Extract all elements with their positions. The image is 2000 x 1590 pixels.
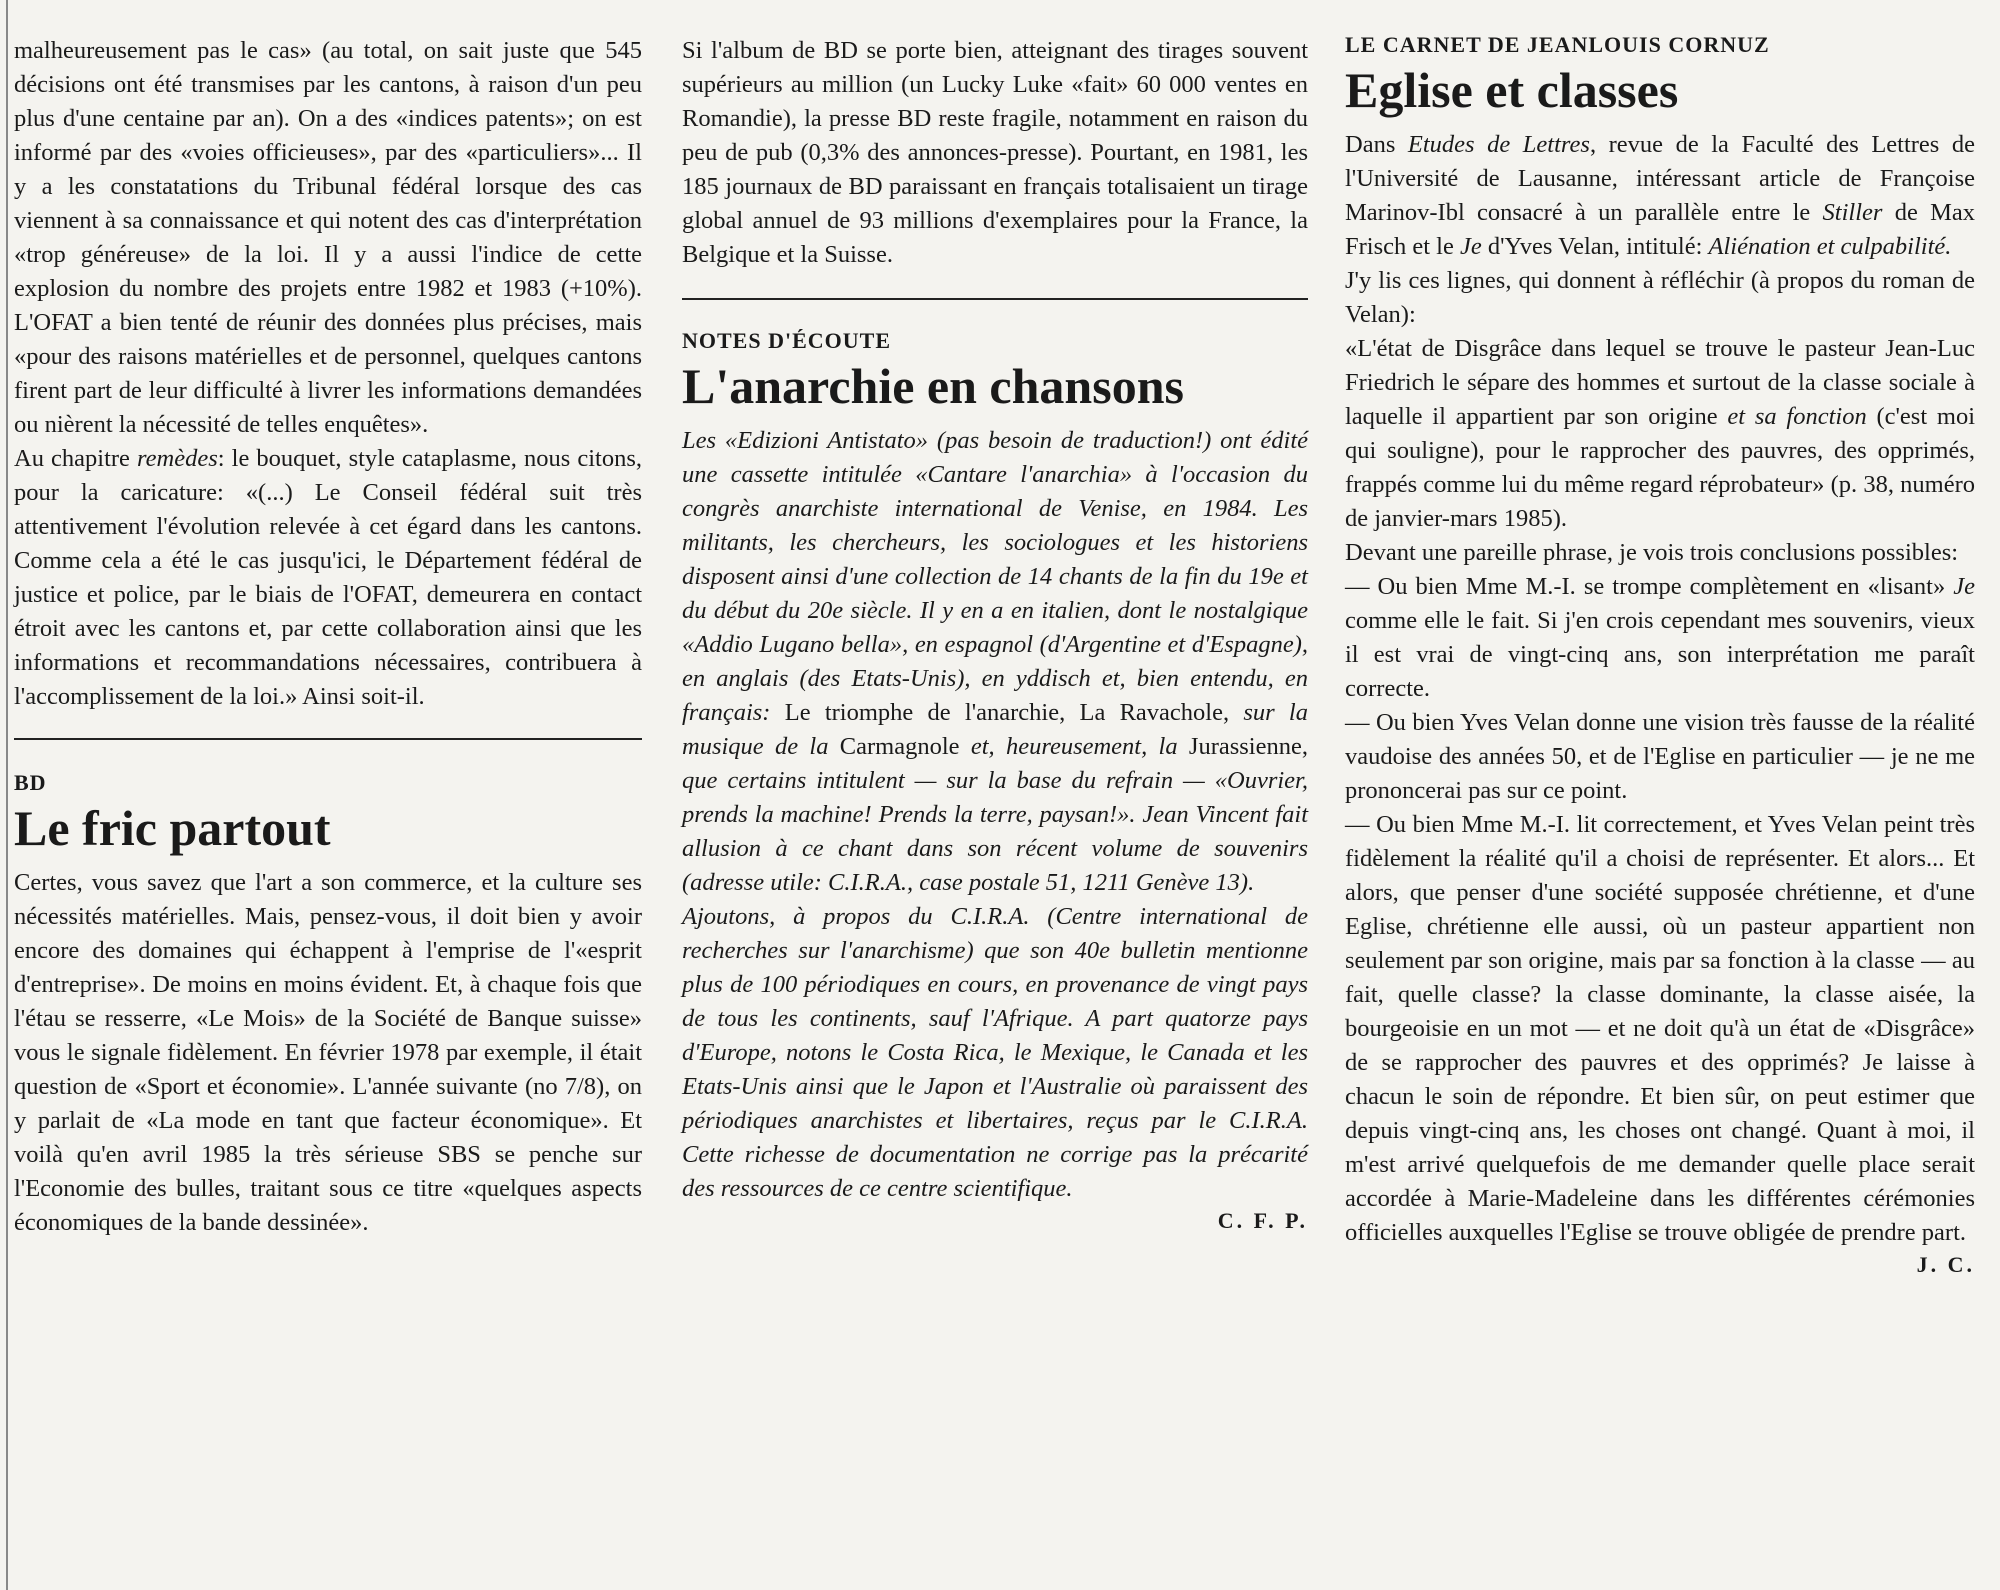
col3-paragraph-4: Devant une pareille phrase, je vois trois conclusions possibles: xyxy=(1345,539,1959,566)
col3-p5-a: — Ou bien Mme M.-I. se trompe complètement en «lisant» xyxy=(1345,573,1954,600)
article-title: Eglise et classes xyxy=(1345,62,1679,118)
col1-paragraph-2 xyxy=(14,442,642,714)
col1-p2-lead: Au chapitre xyxy=(14,445,138,472)
col3-p1-b: Etudes de Lettres xyxy=(1407,131,1590,158)
col3-paragraph-7: — Ou bien Mme M.-I. lit correctement, et Yves Velan peint très fidèlement la réalité qu'il a choisi de représenter. Et alors... Et alors, que penser d'une société supposée chrétienne, et d'une Eglise, chrétienne elle aussi, où un pasteur appartient non seulement par son origine, mais par sa fonction à la classe — au fait, quelle classe? la classe dominante, la classe aisée, la bourgeoisie en un mot — et ne doit qu'à un état de «Disgrâce» de se rapprocher des pauvres et des opprimés? Je laisse à chacun le soin de répondre. Et bien sûr, on peut estimer que depuis vingt-cinq ans, les choses ont changé. Quant à moi, il m'est arrivé quelquefois de me demander quelle place serait accordée à Marie-Madeleine dans les différentes cérémonies officielles auxquelles l'Eglise se trouve obligée de prendre part. xyxy=(1345,811,1975,1246)
col3-p3-a: «L'état de Disgrâce dans lequel se trouve le pasteur Jean-Luc Friedrich le sépare des hommes et surtout de la classe sociale à laquelle il appartient par son origine xyxy=(1345,335,1975,430)
col3-paragraph-1 xyxy=(1345,128,1975,264)
col3-p5-b: Je xyxy=(1953,573,1975,600)
col2-p1-f: Jurassienne, xyxy=(1177,733,1308,760)
col2-paragraph-2: Ajoutons, à propos du C.I.R.A. (Centre international de recherches sur l'anarchisme) que son 40e bulletin mentionne plus de 100 périodiques en cours, en provenance de vingt pays de tous les continents, sauf l'Afrique. A part quatorze pays d'Europe, notons le Costa Rica, le Mexique, le Canada et les Etats-Unis ainsi que le Japon et l'Australie où paraissent des périodiques anarchistes et libertaires, reçus par le C.I.R.A. Cette richesse de documentation ne corrige pas la précarité des ressources de ce centre scientifique. xyxy=(682,903,1308,1202)
section-divider xyxy=(682,298,1308,300)
left-margin-rule xyxy=(6,0,8,1590)
article-kicker: NOTES D'ÉCOUTE xyxy=(682,328,891,353)
col1-p2-colon: : xyxy=(217,445,232,472)
column-3 xyxy=(1345,30,1975,1280)
col3-p5-c: comme elle le fait. Si j'en crois cependant mes souvenirs, vieux il est vrai de vingt-cinq ans, son interprétation me paraît correcte. xyxy=(1345,607,1975,702)
col2-p1-d: Carmagnole xyxy=(828,733,971,760)
col2-paragraph-1 xyxy=(682,424,1308,900)
article-title: L'anarchie en chansons xyxy=(682,358,1184,414)
col1-paragraph-1: malheureusement pas le cas» (au total, on sait juste que 545 décisions ont été transmises par les cantons, à raison d'un peu plus d'une centaine par an). On a des «indices patents»; on est informé par des «voies officieuses», par des «particuliers»... Il y a les constatations du Tribunal fédéral lorsque des cas viennent à sa connaissance et qui notent des cas d'interprétation «trop généreuse» de la loi. Il y a aussi l'indice de cette explosion du nombre des projets entre 1982 et 1983 (+10%). L'OFAT a bien tenté de réunir des données plus précises, mais «pour des raisons matérielles et de personnel, quelques cantons firent part de leur difficulté à livrer les informations demandées ou nièrent la nécessité de telles enquêtes». xyxy=(14,37,642,438)
col2-p1-g: que certains intitulent — sur la base du refrain — «Ouvrier, prends la machine! Prends la terre, paysan!». Jean Vincent fait allusion à ce chant dans son récent volume de souvenirs (adresse utile: C.I.R.A., case postale 51, 1211 Genève 13). xyxy=(682,767,1308,896)
col3-p1-f: Je xyxy=(1460,233,1482,260)
col3-p1-e: de Max Frisch et le xyxy=(1345,199,1975,260)
col3-p1-c: , revue de la Faculté des Lettres de l'Université de Lausanne, intéressant article de Françoise Marinov-Ibl consacré à un parallèle entre le xyxy=(1345,131,1976,226)
col3-p3-b: et sa fonction xyxy=(1727,403,1867,430)
author-signature: J. C. xyxy=(1916,1252,1975,1277)
col2-p1-a: Les «Edizioni Antistato» (pas besoin de traduction!) ont édité une cassette intitulée «Cantare l'anarchia» à l'occasion du congrès anarchiste international de Venise, en 1984. Les militants, les chercheurs, les sociologues et les historiens disposent ainsi d'une collection de 14 chants de la fin du 19e et du début du 20e siècle. Il y en a en italien, dont le nostalgique «Addio Lugano bella», en espagnol (d'Argentine et d'Espagne), en anglais (des Etats-Unis), en yddisch et, bien entendu, en français: xyxy=(682,427,1308,726)
col1-p2-body: le bouquet, style cataplasme, nous citons, pour la caricature: «(...) Le Conseil fédéral suit très attentivement l'évolution relevée à cet égard dans les cantons. Comme cela a été le cas jusqu'ici, le Département fédéral de justice et police, par le biais de l'OFAT, demeurera en contact étroit avec les cantons et, par cette collaboration ainsi que les informations et recommandations nécessaires, contribuera à l'accomplissement de la loi.» Ainsi soit-il. xyxy=(14,445,642,710)
col3-paragraph-5 xyxy=(1345,570,1975,706)
column-2 xyxy=(682,34,1308,1236)
col2-p1-c: sur la musique de la xyxy=(682,699,1308,760)
col3-p1-a: Dans xyxy=(1345,131,1408,158)
article-title: Le fric partout xyxy=(14,800,331,856)
col2-p1-b: Le triomphe de l'anarchie, La Ravachole, xyxy=(770,699,1244,726)
col2-intro: Si l'album de BD se porte bien, atteignant des tirages souvent supérieurs au million (un Lucky Luke «fait» 60 000 ventes en Romandie), la presse BD reste fragile, notamment en raison du peu de pub (0,3% des annonces-presse). Pourtant, en 1981, les 185 journaux de BD paraissant en français totalisaient un tirage global annuel de 93 millions d'exemplaires pour la France, la Belgique et la Suisse. xyxy=(682,37,1308,268)
col1-p2-italic: remèdes xyxy=(137,445,218,472)
column-1 xyxy=(14,34,642,1240)
col3-p1-h: Aliénation et culpabilité. xyxy=(1708,233,1952,260)
section-divider xyxy=(14,738,642,740)
col3-p1-g: d'Yves Velan, intitulé: xyxy=(1481,233,1709,260)
article-kicker: LE CARNET DE JEANLOUIS CORNUZ xyxy=(1345,32,1770,57)
col3-p3-c: (c'est moi qui souligne), pour le rapprocher des pauvres, des opprimés, frappés comme lui du même regard réprobateur» (p. 38, numéro de janvier-mars 1985). xyxy=(1345,403,1976,532)
article-kicker: BD xyxy=(14,770,47,795)
col2-p1-e: et, heureusement, la xyxy=(970,733,1178,760)
col3-p1-d: Stiller xyxy=(1822,199,1883,226)
article-body: Certes, vous savez que l'art a son commerce, et la culture ses nécessités matérielles. Mais, pensez-vous, il doit bien y avoir encore des domaines qui échappent à l'emprise de l'«esprit d'entreprise». De moins en moins évident. Et, à chaque fois que l'étau se resserre, «Le Mois» de la Société de Banque suisse» vous le signale fidèlement. En février 1978 par exemple, il était question de «Sport et économie». L'année suivante (no 7/8), on y parlait de «La mode en tant que facteur économique». Et voilà qu'en avril 1985 la très sérieuse SBS se penche sur l'Economie des bulles, traitant sous ce titre «quelques aspects économiques de la bande dessinée». xyxy=(14,869,642,1236)
col3-paragraph-6: — Ou bien Yves Velan donne une vision très fausse de la réalité vaudoise des années 50, et de l'Eglise en particulier — je ne me prononcerai pas sur ce point. xyxy=(1345,709,1975,804)
col3-paragraph-2: J'y lis ces lignes, qui donnent à réfléchir (à propos du roman de Velan): xyxy=(1345,267,1975,328)
author-signature: C. F. P. xyxy=(1217,1208,1308,1233)
col3-paragraph-3 xyxy=(1345,332,1975,536)
